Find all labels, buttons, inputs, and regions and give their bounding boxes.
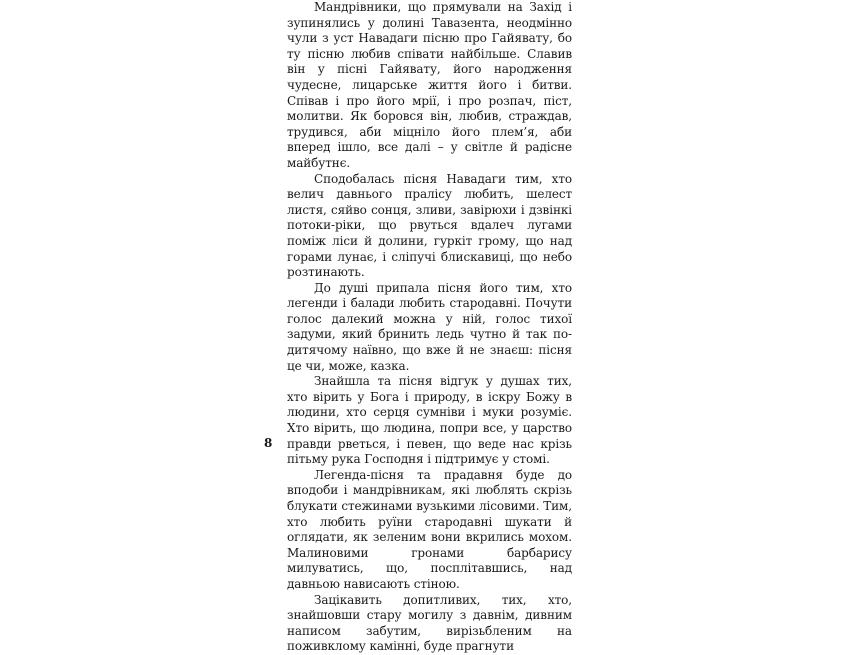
paragraph-2: Сподобалась пісня Навадаги тим, хто велич давнього праліcу любить, шелест листя, сяйво сонця, зливи, завірюхи і дзвінкі потоки-ріки, що рвуться вдалеч лугами поміж ліси й долини, гуркіт грому, що над горами лунає, і сліпучі блискавиці, що небо розтинають. <box>287 171 572 280</box>
page-number: 8 <box>264 436 273 450</box>
paragraph-3: До душі припала пісня його тим, хто легенди і балади любить стародавні. Почути голос далекий можна у ній, голос тихої задуми, який бринить ледь чутно й так по-дитячому наївно, що вже й не знаєш: пісня це чи, може, казка. <box>287 280 572 373</box>
paragraph-1: Мандрівники, що прямували на Захід і зупинялись у долині Тавазента, неодмінно чули з уст Навадаги пісню про Гайявату, бо ту пісню любив співати найбільше. Славив він у пісні Гайявату, його народження чудесне, лицарське життя його і битви. Співав і про його мрії, і про розпач, піст, молитви. Як боровся він, любив, страждав, трудився, аби міцніло його плем’я, аби вперед ішло, все далі – у світле й радісне майбутнє. <box>287 0 572 170</box>
page-text-block <box>287 0 572 655</box>
paragraph-4: Знайшла та пісня відгук у душах тих, хто вірить у Бога і природу, в іскру Божу в людини, хто серця сумніви і муки розуміє. Хто вірить, що людина, попри все, у царство правди рветься, і певен, що веде нас крізь пітьму рука Господня і підтримує у стомі. <box>287 374 572 467</box>
paragraph-5: Легенда-пісня та прадавня буде до вподоби і мандрівникам, які люблять скрізь блукати стежинами вузькими лісовими. Тим, хто любить руїни стародавні шукати й оглядати, як зеленим вони вкрились мохом. Малиновими гронами барбарису милуватись, що, посплітавшись, над давньою нависають стіною. <box>287 467 572 591</box>
paragraph-6: Зацікавить допитливих, тих, хто, знайшовши стару могилу з давнім, дивним написом забутим, вирізьбленим на поживклому камінні, буде прагнути <box>287 592 572 654</box>
